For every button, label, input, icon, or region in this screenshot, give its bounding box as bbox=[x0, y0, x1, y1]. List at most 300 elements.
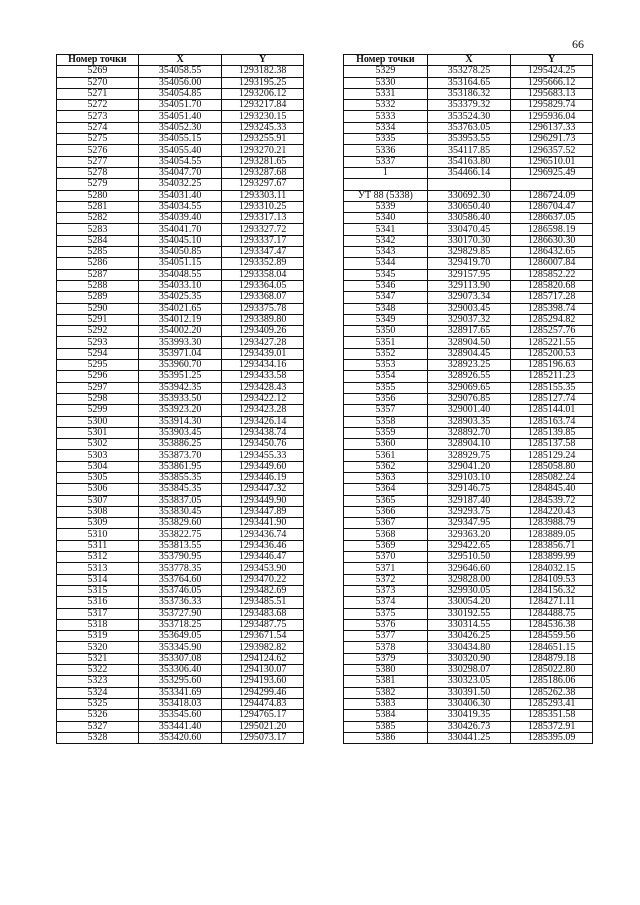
cell-x: 353295.60 bbox=[138, 676, 222, 687]
cell-x: 354466.14 bbox=[427, 167, 511, 178]
cell-y: 1293441.90 bbox=[222, 518, 304, 529]
cell-x: 353873.70 bbox=[138, 450, 222, 461]
table-row bbox=[344, 631, 593, 642]
cell-x: 353545.60 bbox=[138, 710, 222, 721]
table-row bbox=[344, 213, 593, 224]
cell-y: 1293255.91 bbox=[222, 134, 304, 145]
table-row bbox=[344, 111, 593, 122]
cell-point-number: 5350 bbox=[344, 326, 428, 337]
cell-y: 1285186.06 bbox=[511, 676, 593, 687]
cell-y: 1293446.19 bbox=[222, 472, 304, 483]
table-row bbox=[344, 608, 593, 619]
cell-x: 353418.03 bbox=[138, 698, 222, 709]
cell-y: 1293297.67 bbox=[222, 179, 304, 190]
cell-y: 1293485.51 bbox=[222, 597, 304, 608]
cell-x: 354025.35 bbox=[138, 292, 222, 303]
table-row bbox=[57, 167, 304, 178]
table-row bbox=[57, 710, 304, 721]
cell-x: 353830.45 bbox=[138, 506, 222, 517]
cell-x: 353345.90 bbox=[138, 642, 222, 653]
cell-point-number: 5281 bbox=[57, 201, 139, 212]
cell-point-number: 5310 bbox=[57, 529, 139, 540]
table-row bbox=[57, 235, 304, 246]
cell-x: 353341.69 bbox=[138, 687, 222, 698]
cell-point-number: 5354 bbox=[344, 371, 428, 382]
cell-y: 1293427.28 bbox=[222, 337, 304, 348]
table-row bbox=[344, 382, 593, 393]
cell-point-number: 5278 bbox=[57, 167, 139, 178]
table-row bbox=[57, 585, 304, 596]
column-header-x: X bbox=[427, 55, 511, 66]
cell-x: 329073.34 bbox=[427, 292, 511, 303]
cell-y: 1286724.09 bbox=[511, 190, 593, 201]
table-row bbox=[57, 687, 304, 698]
cell-point-number: 5304 bbox=[57, 461, 139, 472]
table-row bbox=[57, 303, 304, 314]
cell-x: 353524.30 bbox=[427, 111, 511, 122]
cell-y: 1293433.58 bbox=[222, 371, 304, 382]
cell-point-number: 5286 bbox=[57, 258, 139, 269]
cell-y: 1284271.11 bbox=[511, 597, 593, 608]
cell-x: 328926.55 bbox=[427, 371, 511, 382]
cell-y: 1293347.47 bbox=[222, 247, 304, 258]
cell-point-number: 1 bbox=[344, 167, 428, 178]
coordinates-table-right bbox=[343, 54, 593, 744]
table-row bbox=[344, 676, 593, 687]
cell-x bbox=[427, 179, 511, 190]
cell-x: 354012.19 bbox=[138, 314, 222, 325]
cell-y: 1293317.13 bbox=[222, 213, 304, 224]
cell-point-number: 5301 bbox=[57, 427, 139, 438]
cell-x: 354052.30 bbox=[138, 122, 222, 133]
cell-point-number: 5363 bbox=[344, 472, 428, 483]
table-row bbox=[344, 574, 593, 585]
cell-y: 1293453.90 bbox=[222, 563, 304, 574]
table-row bbox=[57, 461, 304, 472]
table-row bbox=[57, 258, 304, 269]
cell-x: 353441.40 bbox=[138, 721, 222, 732]
cell-y: 1295073.17 bbox=[222, 732, 304, 743]
cell-x: 354048.55 bbox=[138, 269, 222, 280]
cell-y: 1286704.47 bbox=[511, 201, 593, 212]
cell-point-number: 5351 bbox=[344, 337, 428, 348]
cell-x: 353845.35 bbox=[138, 484, 222, 495]
cell-point-number: 5361 bbox=[344, 450, 428, 461]
cell-x: 353307.08 bbox=[138, 653, 222, 664]
cell-y: 1293206.12 bbox=[222, 88, 304, 99]
cell-x: 330323.05 bbox=[427, 676, 511, 687]
table-header-row bbox=[57, 55, 304, 66]
cell-y: 1293428.43 bbox=[222, 382, 304, 393]
cell-y: 1294474.83 bbox=[222, 698, 304, 709]
table-row bbox=[57, 292, 304, 303]
table-row bbox=[344, 642, 593, 653]
table-row bbox=[344, 416, 593, 427]
table-row bbox=[344, 665, 593, 676]
cell-x: 353829.60 bbox=[138, 518, 222, 529]
table-row bbox=[344, 371, 593, 382]
cell-point-number: 5303 bbox=[57, 450, 139, 461]
cell-y: 1293195.25 bbox=[222, 77, 304, 88]
table-row bbox=[344, 156, 593, 167]
cell-x: 353649.05 bbox=[138, 631, 222, 642]
cell-y: 1293281.65 bbox=[222, 156, 304, 167]
table-row bbox=[344, 77, 593, 88]
table-row bbox=[57, 337, 304, 348]
cell-x: 330419.35 bbox=[427, 710, 511, 721]
cell-y: 1285058.80 bbox=[511, 461, 593, 472]
cell-y: 1293245.33 bbox=[222, 122, 304, 133]
cell-x: 354058.55 bbox=[138, 66, 222, 77]
cell-x: 354051.15 bbox=[138, 258, 222, 269]
table-row bbox=[57, 416, 304, 427]
cell-y: 1285717.28 bbox=[511, 292, 593, 303]
cell-y: 1285155.35 bbox=[511, 382, 593, 393]
cell-y: 1284220.43 bbox=[511, 506, 593, 517]
table-row bbox=[344, 348, 593, 359]
cell-point-number: 5329 bbox=[344, 66, 428, 77]
cell-y: 1284539.72 bbox=[511, 495, 593, 506]
cell-y: 1285127.74 bbox=[511, 393, 593, 404]
table-row bbox=[344, 100, 593, 111]
cell-x: 329930.05 bbox=[427, 585, 511, 596]
table-row bbox=[57, 563, 304, 574]
column-header-y: Y bbox=[222, 55, 304, 66]
cell-x: 353186.32 bbox=[427, 88, 511, 99]
cell-point-number: 5349 bbox=[344, 314, 428, 325]
table-body-left bbox=[57, 66, 304, 744]
cell-y: 1293364.05 bbox=[222, 280, 304, 291]
cell-x: 354055.40 bbox=[138, 145, 222, 156]
table-row bbox=[57, 100, 304, 111]
cell-x: 330441.25 bbox=[427, 732, 511, 743]
cell-point-number: 5375 bbox=[344, 608, 428, 619]
table-row bbox=[57, 213, 304, 224]
table-row bbox=[344, 326, 593, 337]
cell-x: 328917.65 bbox=[427, 326, 511, 337]
cell-point-number: 5372 bbox=[344, 574, 428, 585]
cell-x: 330426.25 bbox=[427, 631, 511, 642]
cell-y: 1285294.82 bbox=[511, 314, 593, 325]
cell-x: 330692.30 bbox=[427, 190, 511, 201]
cell-x: 328904.50 bbox=[427, 337, 511, 348]
cell-y: 1285144.01 bbox=[511, 405, 593, 416]
table-row bbox=[57, 393, 304, 404]
cell-point-number: 5290 bbox=[57, 303, 139, 314]
table-row bbox=[344, 337, 593, 348]
cell-point-number: 5280 bbox=[57, 190, 139, 201]
page-number: 66 bbox=[572, 37, 584, 51]
cell-y: 1293438.74 bbox=[222, 427, 304, 438]
cell-y: 1294765.17 bbox=[222, 710, 304, 721]
cell-x: 353727.90 bbox=[138, 608, 222, 619]
cell-x: 329419.70 bbox=[427, 258, 511, 269]
cell-y: 1285137.58 bbox=[511, 439, 593, 450]
cell-y: 1284109.53 bbox=[511, 574, 593, 585]
table-row bbox=[344, 698, 593, 709]
cell-point-number: 5306 bbox=[57, 484, 139, 495]
cell-point-number: 5327 bbox=[57, 721, 139, 732]
table-row bbox=[344, 450, 593, 461]
table-row bbox=[344, 687, 593, 698]
table-row bbox=[57, 247, 304, 258]
table-row bbox=[57, 280, 304, 291]
cell-x: 328903.35 bbox=[427, 416, 511, 427]
cell-point-number: 5287 bbox=[57, 269, 139, 280]
cell-point-number: 5364 bbox=[344, 484, 428, 495]
cell-y: 1293436.74 bbox=[222, 529, 304, 540]
table-row bbox=[344, 224, 593, 235]
cell-point-number: 5316 bbox=[57, 597, 139, 608]
table-row bbox=[344, 484, 593, 495]
cell-y: 1285820.68 bbox=[511, 280, 593, 291]
cell-point-number: 5320 bbox=[57, 642, 139, 653]
cell-x: 353306.40 bbox=[138, 665, 222, 676]
cell-y: 1295021.20 bbox=[222, 721, 304, 732]
cell-point-number: 5276 bbox=[57, 145, 139, 156]
cell-point-number: УТ 88 (5338) bbox=[344, 190, 428, 201]
cell-y: 1286007.84 bbox=[511, 258, 593, 269]
cell-point-number: 5283 bbox=[57, 224, 139, 235]
table-row bbox=[57, 653, 304, 664]
cell-x: 353953.55 bbox=[427, 134, 511, 145]
table-row bbox=[57, 77, 304, 88]
cell-point-number: 5342 bbox=[344, 235, 428, 246]
table-row bbox=[344, 405, 593, 416]
cell-point-number: 5385 bbox=[344, 721, 428, 732]
cell-point-number: 5317 bbox=[57, 608, 139, 619]
cell-point-number: 5269 bbox=[57, 66, 139, 77]
cell-point-number: 5273 bbox=[57, 111, 139, 122]
cell-point-number: 5374 bbox=[344, 597, 428, 608]
cell-point-number: 5348 bbox=[344, 303, 428, 314]
table-row bbox=[57, 88, 304, 99]
table-row bbox=[344, 134, 593, 145]
cell-x: 330470.45 bbox=[427, 224, 511, 235]
cell-x: 353960.70 bbox=[138, 360, 222, 371]
cell-y: 1295424.25 bbox=[511, 66, 593, 77]
cell-y: 1293409.26 bbox=[222, 326, 304, 337]
cell-point-number: 5362 bbox=[344, 461, 428, 472]
cell-x: 353420.60 bbox=[138, 732, 222, 743]
cell-point-number: 5382 bbox=[344, 687, 428, 698]
table-row bbox=[57, 134, 304, 145]
cell-point-number: 5277 bbox=[57, 156, 139, 167]
cell-x: 353923.20 bbox=[138, 405, 222, 416]
cell-y: 1293303.11 bbox=[222, 190, 304, 201]
cell-x: 354051.40 bbox=[138, 111, 222, 122]
column-header-y: Y bbox=[511, 55, 593, 66]
table-row bbox=[344, 427, 593, 438]
cell-point-number: 5288 bbox=[57, 280, 139, 291]
cell-point-number: 5340 bbox=[344, 213, 428, 224]
table-row bbox=[344, 247, 593, 258]
cell-x: 329187.40 bbox=[427, 495, 511, 506]
cell-point-number: 5353 bbox=[344, 360, 428, 371]
cell-x: 328929.75 bbox=[427, 450, 511, 461]
cell-y: 1295829.74 bbox=[511, 100, 593, 111]
cell-x: 353736.33 bbox=[138, 597, 222, 608]
cell-y: 1293671.54 bbox=[222, 631, 304, 642]
cell-x: 353763.05 bbox=[427, 122, 511, 133]
cell-y: 1293447.89 bbox=[222, 506, 304, 517]
cell-x: 353718.25 bbox=[138, 619, 222, 630]
cell-y: 1295936.04 bbox=[511, 111, 593, 122]
table-row bbox=[57, 574, 304, 585]
table-row bbox=[57, 201, 304, 212]
cell-point-number: 5330 bbox=[344, 77, 428, 88]
cell-y: 1294193.60 bbox=[222, 676, 304, 687]
cell-x: 353951.25 bbox=[138, 371, 222, 382]
cell-point-number: 5270 bbox=[57, 77, 139, 88]
cell-y: 1285082.24 bbox=[511, 472, 593, 483]
table-row bbox=[344, 167, 593, 178]
cell-y: 1293422.12 bbox=[222, 393, 304, 404]
table-row bbox=[344, 472, 593, 483]
cell-x: 330054.20 bbox=[427, 597, 511, 608]
cell-point-number: 5291 bbox=[57, 314, 139, 325]
cell-y: 1284559.56 bbox=[511, 631, 593, 642]
table-row bbox=[57, 732, 304, 743]
table-row bbox=[57, 529, 304, 540]
table-row bbox=[57, 405, 304, 416]
cell-point-number: 5383 bbox=[344, 698, 428, 709]
cell-point-number: 5325 bbox=[57, 698, 139, 709]
cell-point-number: 5332 bbox=[344, 100, 428, 111]
cell-y: 1295666.12 bbox=[511, 77, 593, 88]
table-row bbox=[344, 66, 593, 77]
cell-y: 1285163.74 bbox=[511, 416, 593, 427]
cell-point-number: 5315 bbox=[57, 585, 139, 596]
cell-x: 354045.10 bbox=[138, 235, 222, 246]
cell-y: 1293487.75 bbox=[222, 619, 304, 630]
table-row bbox=[57, 472, 304, 483]
cell-point-number: 5284 bbox=[57, 235, 139, 246]
cell-x: 329363.20 bbox=[427, 529, 511, 540]
table-row bbox=[344, 461, 593, 472]
table-row bbox=[57, 314, 304, 325]
cell-y: 1295683.13 bbox=[511, 88, 593, 99]
cell-x: 329076.85 bbox=[427, 393, 511, 404]
cell-y: 1293337.17 bbox=[222, 235, 304, 246]
cell-y: 1293287.68 bbox=[222, 167, 304, 178]
cell-y: 1293217.84 bbox=[222, 100, 304, 111]
cell-point-number: 5292 bbox=[57, 326, 139, 337]
cell-point-number: 5386 bbox=[344, 732, 428, 743]
cell-point-number: 5298 bbox=[57, 393, 139, 404]
table-row bbox=[57, 179, 304, 190]
cell-y: 1296137.33 bbox=[511, 122, 593, 133]
cell-y: 1285196.63 bbox=[511, 360, 593, 371]
cell-x: 329103.10 bbox=[427, 472, 511, 483]
table-row bbox=[344, 563, 593, 574]
cell-x: 353746.05 bbox=[138, 585, 222, 596]
table-row bbox=[57, 721, 304, 732]
table-row bbox=[344, 303, 593, 314]
cell-point-number: 5285 bbox=[57, 247, 139, 258]
cell-y: 1285139.85 bbox=[511, 427, 593, 438]
cell-y: 1284536.38 bbox=[511, 619, 593, 630]
table-row bbox=[344, 506, 593, 517]
table-row bbox=[344, 540, 593, 551]
coordinates-table-left bbox=[56, 54, 304, 744]
cell-point-number: 5335 bbox=[344, 134, 428, 145]
table-row bbox=[344, 597, 593, 608]
cell-y: 1285293.41 bbox=[511, 698, 593, 709]
column-header-x: X bbox=[138, 55, 222, 66]
cell-point-number: 5331 bbox=[344, 88, 428, 99]
table-row bbox=[344, 314, 593, 325]
table-row bbox=[344, 201, 593, 212]
cell-y: 1293482.69 bbox=[222, 585, 304, 596]
cell-y: 1293446.47 bbox=[222, 552, 304, 563]
table-row bbox=[57, 506, 304, 517]
cell-x: 330314.55 bbox=[427, 619, 511, 630]
table-row bbox=[344, 393, 593, 404]
cell-y: 1293450.76 bbox=[222, 439, 304, 450]
cell-x: 353861.95 bbox=[138, 461, 222, 472]
cell-x: 354051.70 bbox=[138, 100, 222, 111]
cell-x: 353886.25 bbox=[138, 439, 222, 450]
cell-y: 1284156.32 bbox=[511, 585, 593, 596]
cell-y: 1284651.15 bbox=[511, 642, 593, 653]
cell-point-number: 5322 bbox=[57, 665, 139, 676]
cell-point-number: 5346 bbox=[344, 280, 428, 291]
cell-point-number: 5347 bbox=[344, 292, 428, 303]
cell-point-number bbox=[344, 179, 428, 190]
cell-point-number: 5377 bbox=[344, 631, 428, 642]
table-row bbox=[344, 88, 593, 99]
cell-y: 1296357.52 bbox=[511, 145, 593, 156]
cell-x: 354163.80 bbox=[427, 156, 511, 167]
table-row bbox=[344, 721, 593, 732]
cell-x: 353942.35 bbox=[138, 382, 222, 393]
cell-x: 330434.80 bbox=[427, 642, 511, 653]
cell-y: 1286630.30 bbox=[511, 235, 593, 246]
table-row bbox=[344, 585, 593, 596]
cell-x: 329146.75 bbox=[427, 484, 511, 495]
cell-x: 354032.25 bbox=[138, 179, 222, 190]
cell-point-number: 5308 bbox=[57, 506, 139, 517]
table-row bbox=[344, 619, 593, 630]
table-row bbox=[344, 495, 593, 506]
cell-point-number: 5326 bbox=[57, 710, 139, 721]
table-row bbox=[57, 190, 304, 201]
cell-point-number: 5367 bbox=[344, 518, 428, 529]
cell-point-number: 5299 bbox=[57, 405, 139, 416]
table-row bbox=[344, 235, 593, 246]
cell-x: 353379.32 bbox=[427, 100, 511, 111]
cell-y: 1293483.68 bbox=[222, 608, 304, 619]
cell-point-number: 5279 bbox=[57, 179, 139, 190]
cell-x: 330586.40 bbox=[427, 213, 511, 224]
cell-y: 1285372.91 bbox=[511, 721, 593, 732]
table-row bbox=[344, 145, 593, 156]
cell-point-number: 5365 bbox=[344, 495, 428, 506]
cell-point-number: 5380 bbox=[344, 665, 428, 676]
cell-x: 329828.00 bbox=[427, 574, 511, 585]
cell-point-number: 5294 bbox=[57, 348, 139, 359]
table-row bbox=[344, 360, 593, 371]
table-row bbox=[57, 145, 304, 156]
table-row bbox=[57, 122, 304, 133]
table-row bbox=[344, 710, 593, 721]
cell-point-number: 5371 bbox=[344, 563, 428, 574]
cell-y: 1285200.53 bbox=[511, 348, 593, 359]
cell-x: 353790.95 bbox=[138, 552, 222, 563]
cell-x: 354021.65 bbox=[138, 303, 222, 314]
cell-x: 353822.75 bbox=[138, 529, 222, 540]
